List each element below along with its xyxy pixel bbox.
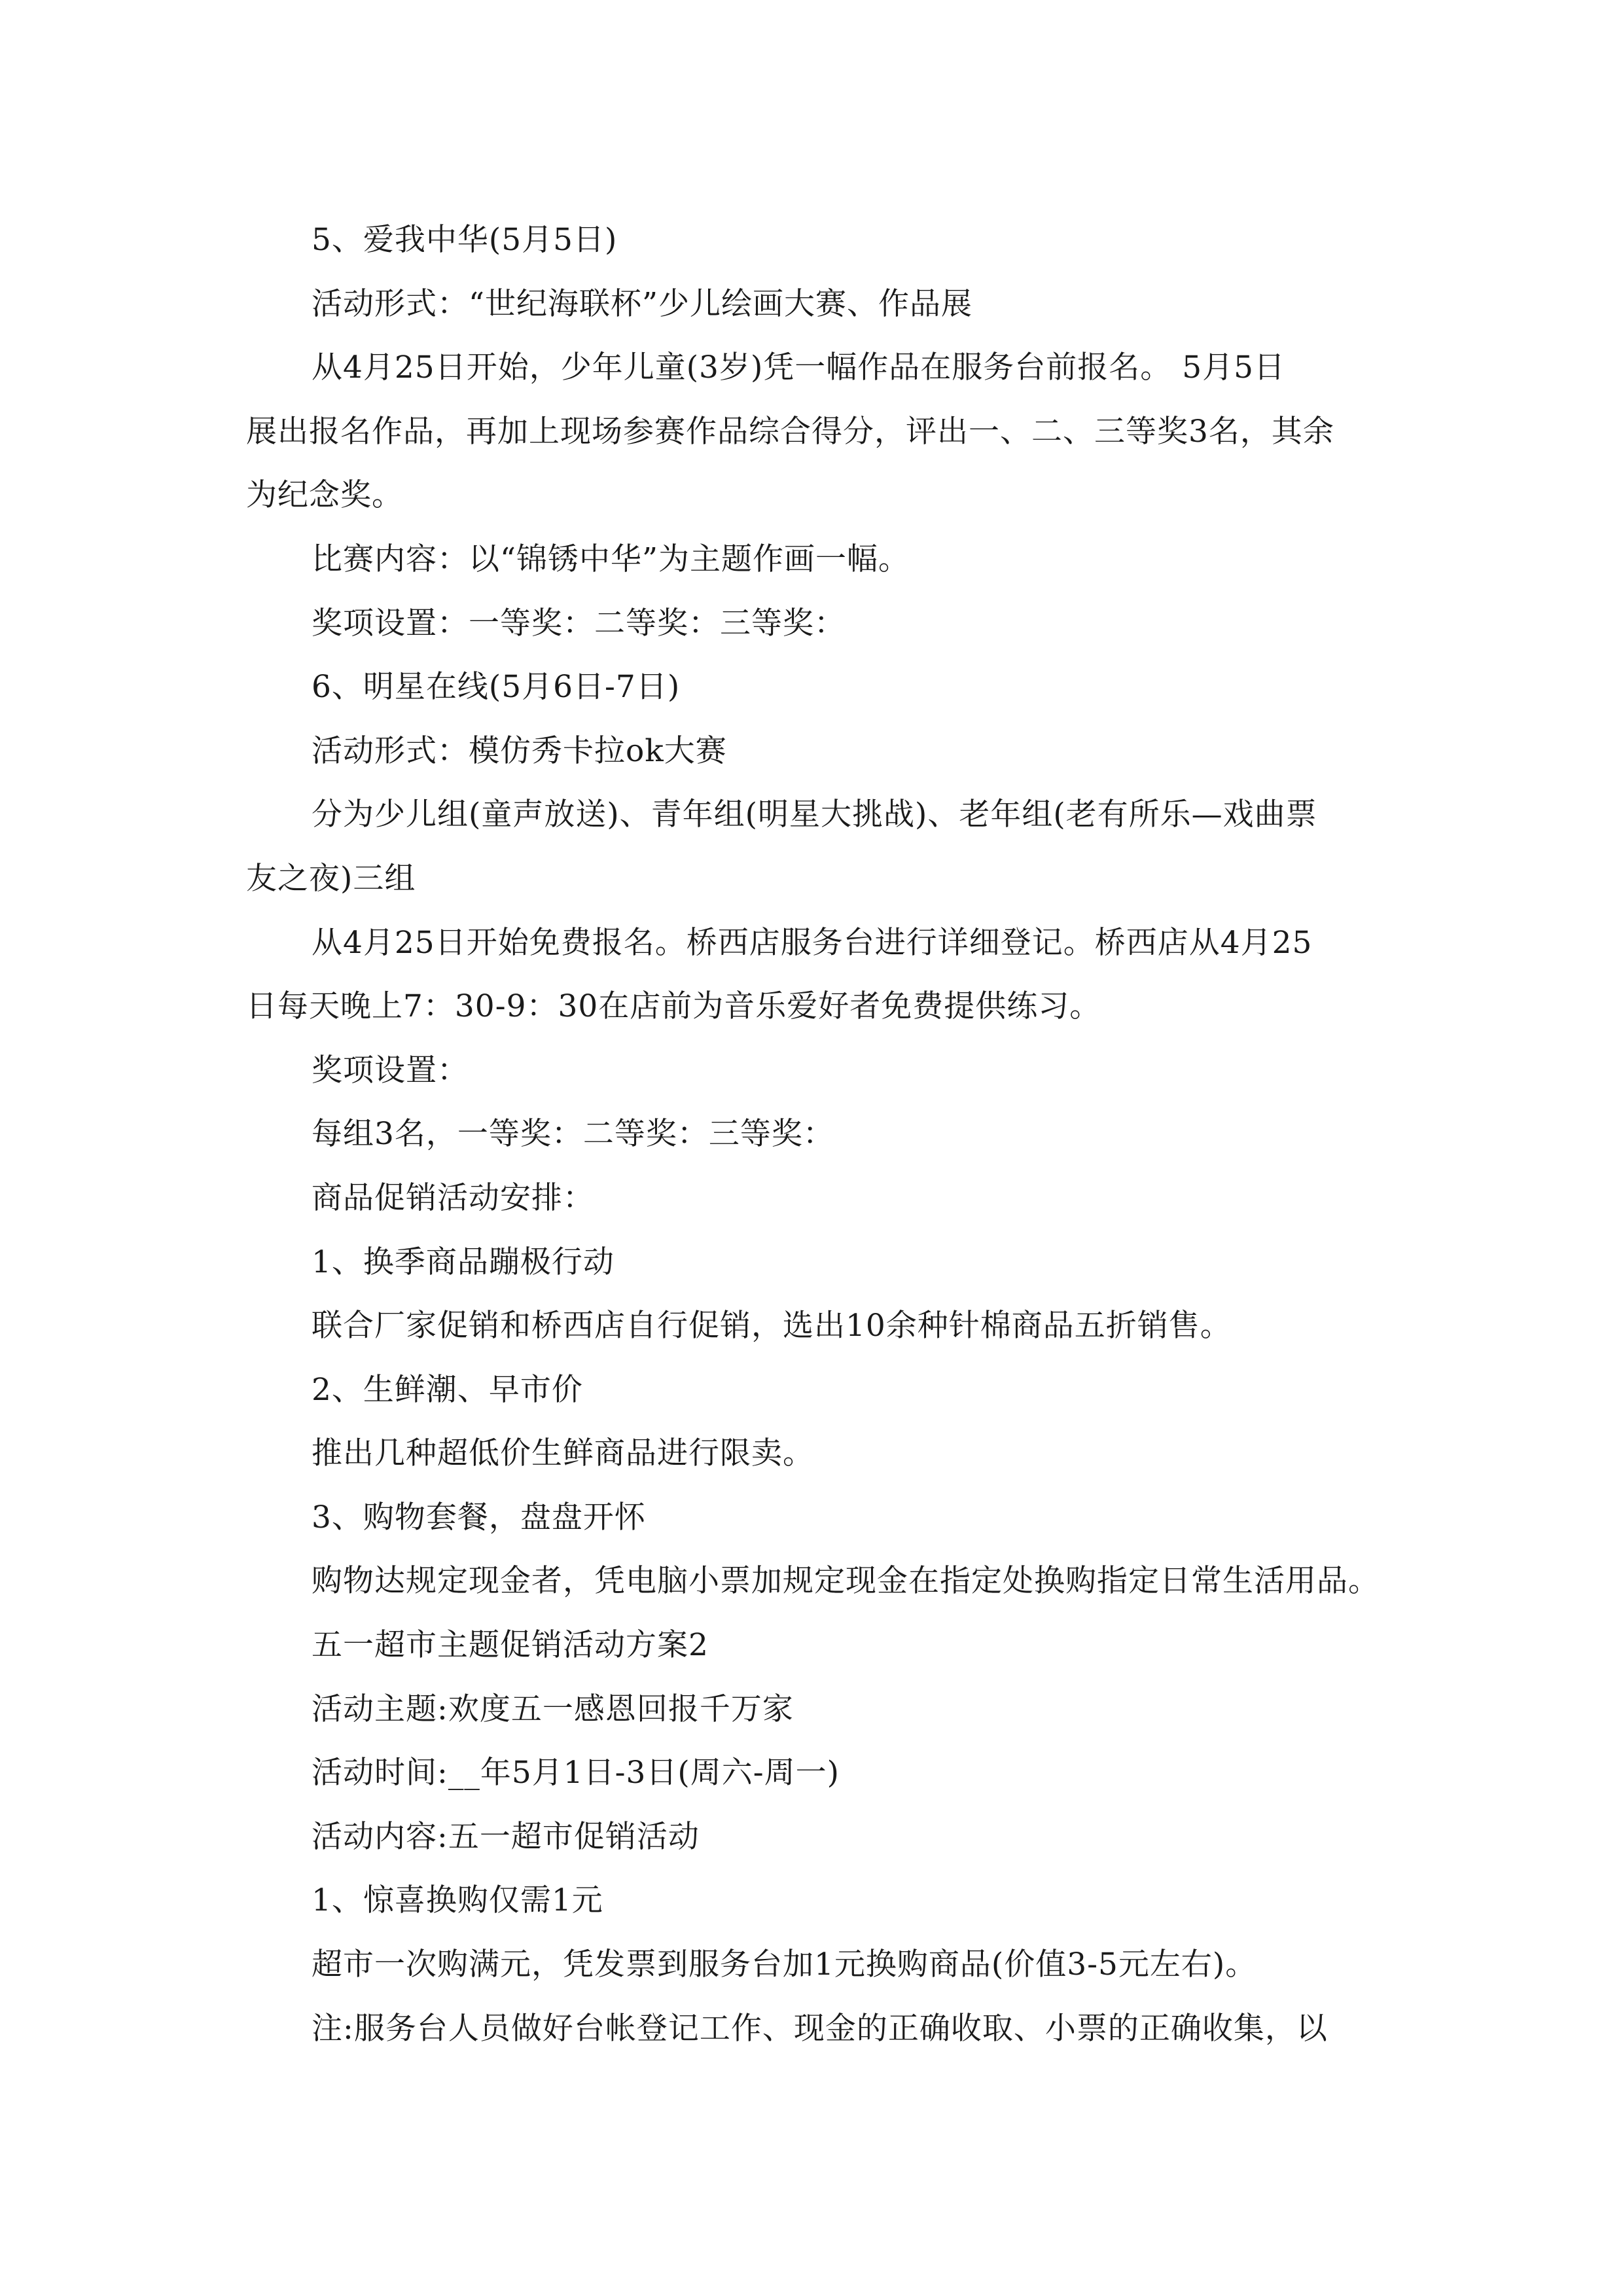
text-line: 活动内容:五一超市促销活动	[312, 1818, 700, 1855]
text-line: 奖项设置：一等奖：二等奖：三等奖：	[312, 605, 846, 641]
document-body	[246, 208, 1391, 2060]
text-line: 日每天晚上7：30-9：30在店前为音乐爱好者免费提供练习。	[246, 988, 1101, 1025]
text-line: 活动主题:欢度五一感恩回报千万家	[312, 1691, 794, 1727]
text-line: 从4月25日开始，少年儿童(3岁)凭一幅作品在服务台前报名。 5月5日	[312, 350, 1286, 386]
text-line: 展出报名作品，再加上现场参赛作品综合得分，评出一、二、三等奖3名，其余	[246, 413, 1334, 450]
text-line: 活动时间:__年5月1日-3日(周六-周一)	[312, 1755, 840, 1791]
text-line: 联合厂家促销和桥西店自行促销，选出10余种针棉商品五折销售。	[312, 1308, 1232, 1344]
text-line: 6、明星在线(5月6日-7日)	[312, 669, 681, 706]
text-line: 五一超市主题促销活动方案2	[312, 1627, 709, 1664]
text-line: 从4月25日开始免费报名。桥西店服务台进行详细登记。桥西店从4月25	[312, 924, 1313, 961]
text-line: 购物达规定现金者，凭电脑小票加规定现金在指定处换购指定日常生活用品。	[312, 1563, 1380, 1600]
text-line: 友之夜)三组	[246, 860, 416, 897]
text-line: 为纪念奖。	[246, 477, 403, 514]
text-line: 推出几种超低价生鲜商品进行限卖。	[312, 1435, 814, 1472]
text-line: 1、换季商品蹦极行动	[312, 1244, 615, 1280]
text-line: 奖项设置：	[312, 1052, 469, 1088]
text-line: 活动形式：“世纪海联杯”少儿绘画大赛、作品展	[312, 285, 973, 322]
text-line: 2、生鲜潮、早市价	[312, 1371, 583, 1408]
text-line: 1、惊喜换购仅需1元	[312, 1882, 603, 1919]
text-line: 商品促销活动安排：	[312, 1179, 594, 1216]
text-line: 每组3名，一等奖：二等奖：三等奖：	[312, 1116, 834, 1153]
text-line: 注:服务台人员做好台帐登记工作、现金的正确收取、小票的正确收集，以	[312, 2010, 1328, 2047]
text-line: 分为少儿组(童声放送)、青年组(明星大挑战)、老年组(老有所乐—戏曲票	[312, 797, 1317, 833]
text-line: 活动形式：模仿秀卡拉ok大赛	[312, 732, 727, 769]
text-line: 超市一次购满元，凭发票到服务台加1元换购商品(价值3-5元左右)。	[312, 1946, 1257, 1983]
text-line: 比赛内容：以“锦锈中华”为主题作画一幅。	[312, 541, 910, 577]
text-line: 5、爱我中华(5月5日)	[312, 222, 618, 258]
text-line: 3、购物套餐，盘盘开怀	[312, 1499, 646, 1535]
